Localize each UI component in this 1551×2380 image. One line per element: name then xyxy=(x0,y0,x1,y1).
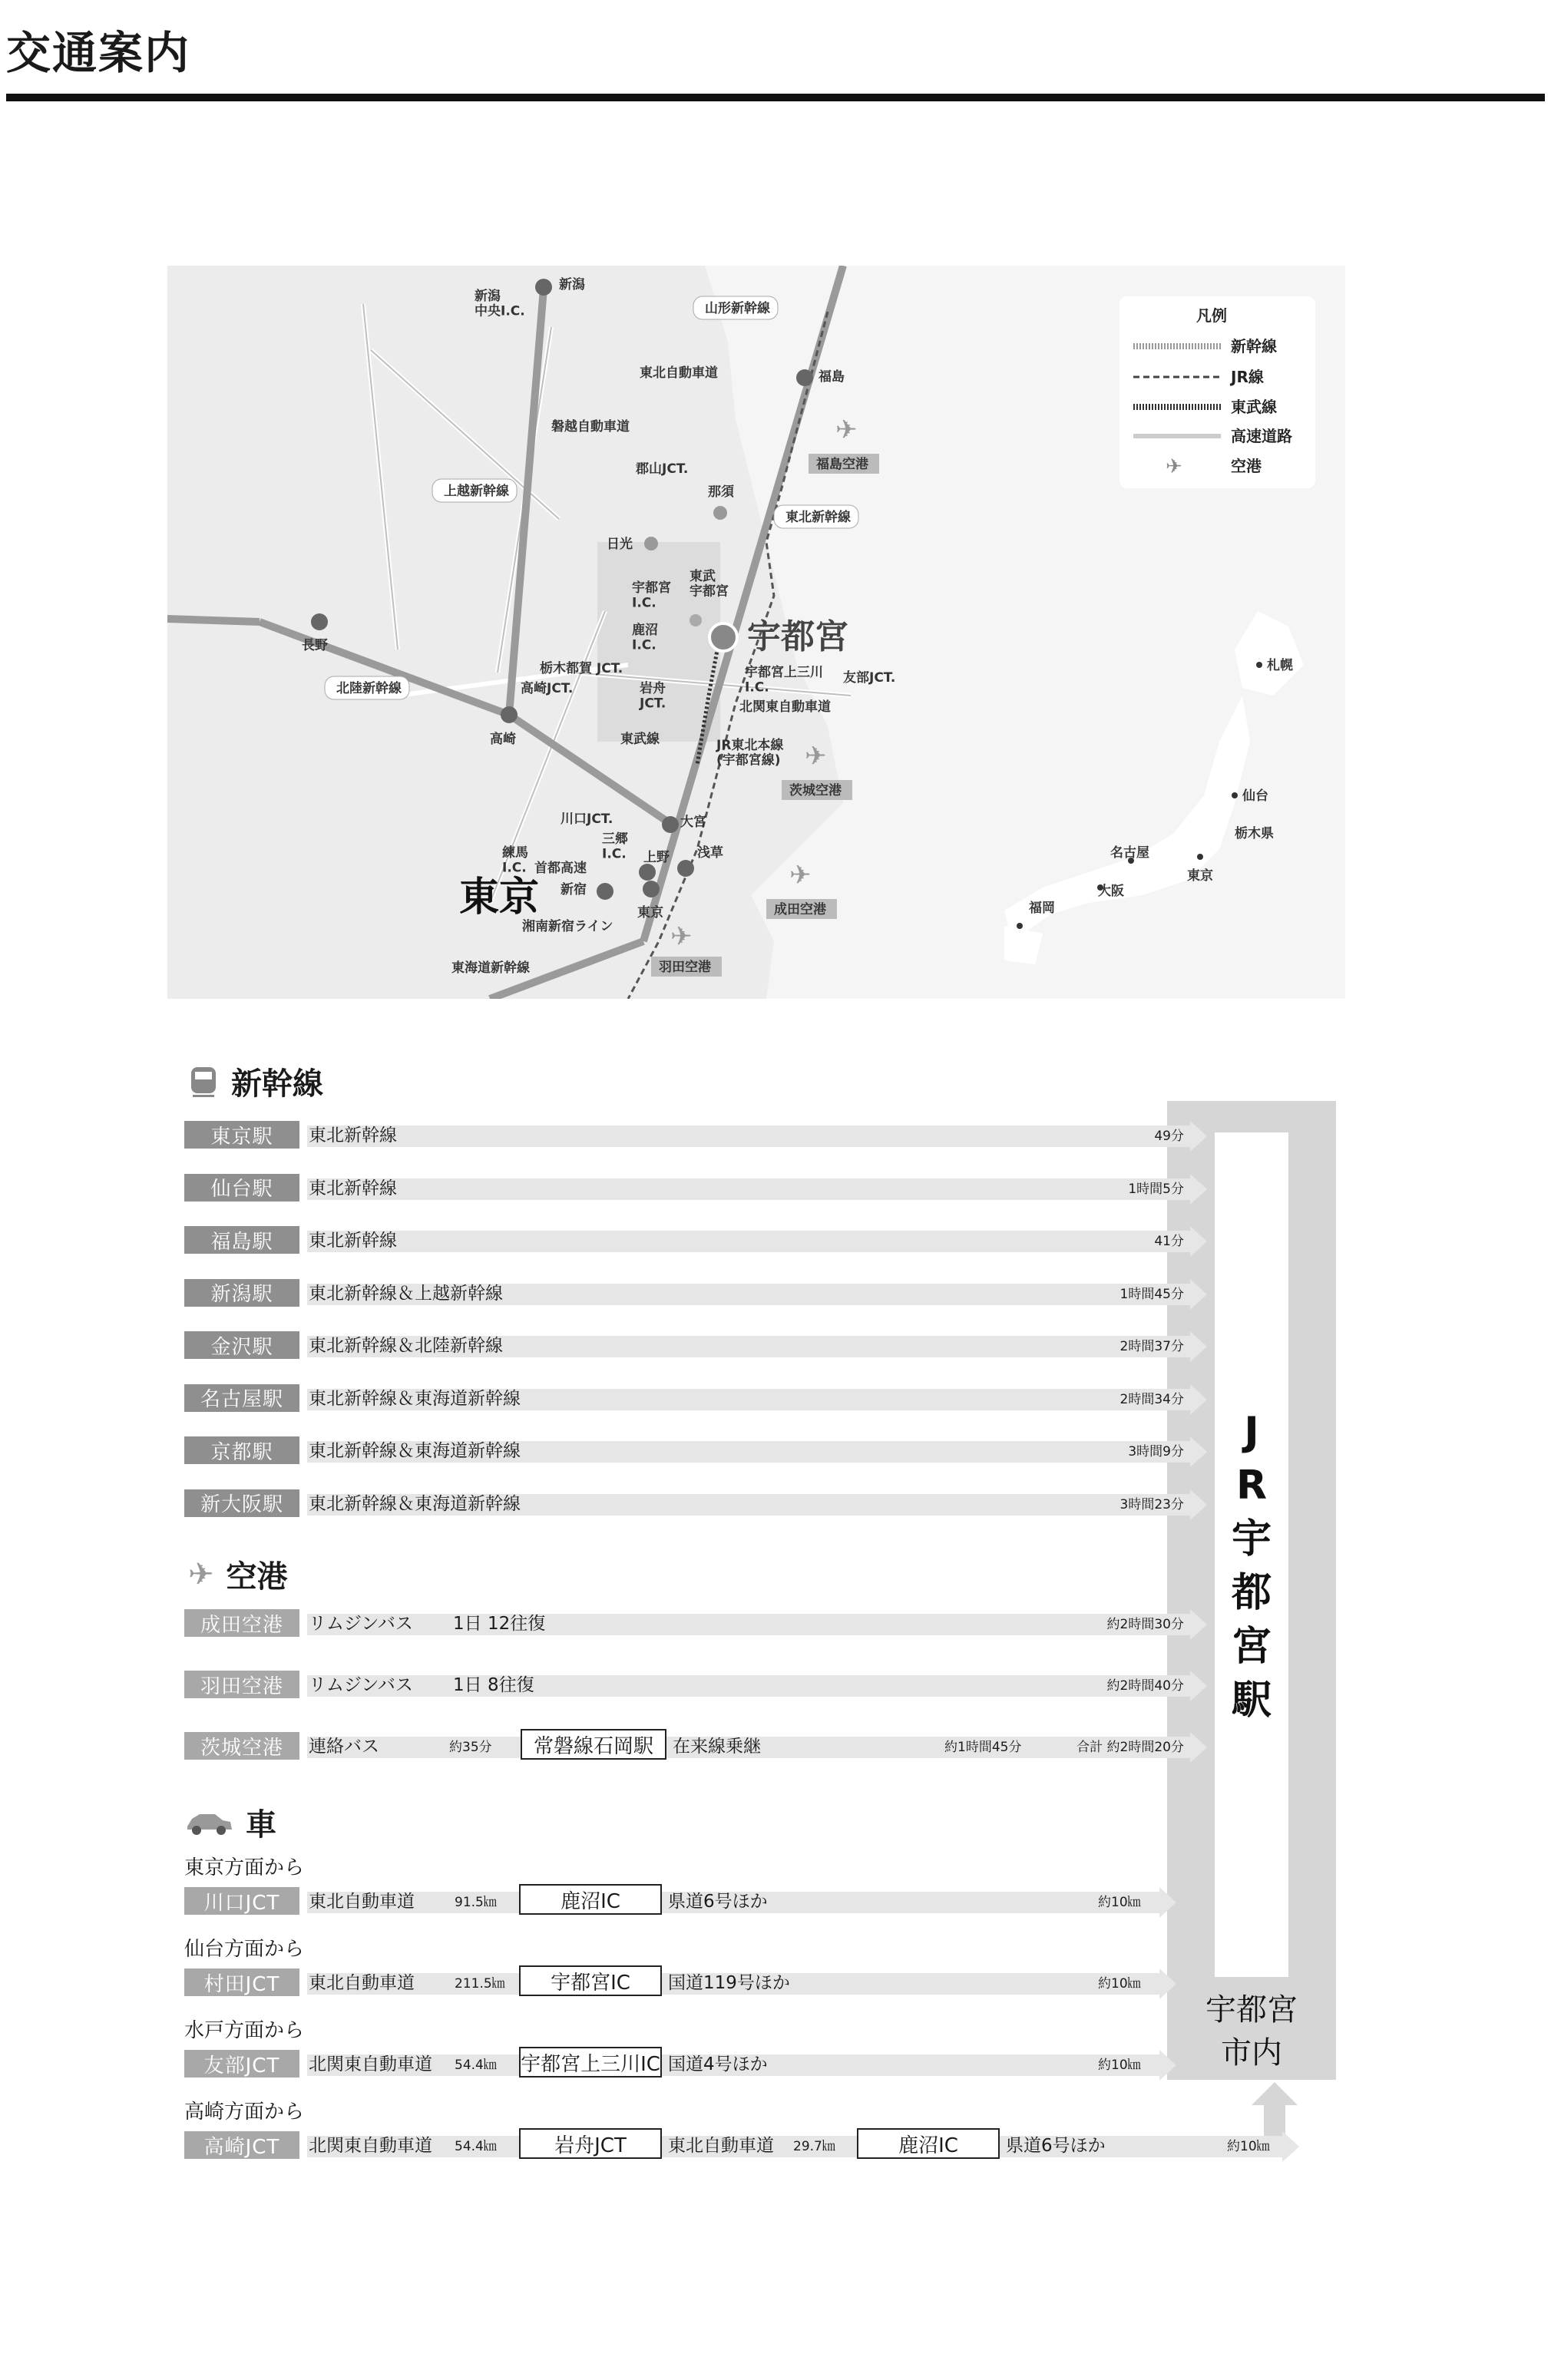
interchange-box: 宇都宮IC xyxy=(519,1965,662,1996)
travel-time: 2時間37分 xyxy=(1119,1339,1184,1354)
shinkansen-row xyxy=(184,1279,1229,1307)
airport-label: 羽田空港 xyxy=(659,960,711,975)
destination-char: 駅 xyxy=(1231,1678,1272,1724)
city-dot-utsunomiya xyxy=(709,623,737,651)
map-city-label: 新宿 xyxy=(561,882,587,897)
station-badge: 新大阪駅 xyxy=(184,1489,299,1517)
airplane-icon: ✈ xyxy=(835,415,858,445)
road-label: 栃木都賀 JCT. xyxy=(540,661,623,676)
road-text: 北関東自動車道 xyxy=(309,2054,432,2074)
interchange-box: 鹿沼IC xyxy=(857,2128,1000,2159)
row-arrow-head xyxy=(1190,1226,1207,1257)
section-title-text: 空港 xyxy=(226,1559,288,1595)
time-text: 約10㎞ xyxy=(1098,1895,1141,1910)
junction-badge: 村田JCT xyxy=(184,1968,299,1996)
road-label: 磐越自動車道 xyxy=(551,419,630,435)
row-arrow-head xyxy=(1190,1121,1207,1152)
line-label: 上越新幹線 xyxy=(444,484,509,499)
japan-label: 仙台 xyxy=(1242,788,1268,804)
road-label: 宇都宮 I.C. xyxy=(632,580,671,611)
airport-badge: 成田空港 xyxy=(184,1609,299,1637)
section-title-text: 車 xyxy=(246,1807,276,1843)
section-title-text: 新幹線 xyxy=(231,1066,323,1102)
station-badge: 福島駅 xyxy=(184,1226,299,1254)
line-label: 北陸新幹線 xyxy=(336,681,402,696)
map-city-label: 新潟 xyxy=(559,277,585,293)
airport-label: 成田空港 xyxy=(774,902,826,917)
station-badge: 金沢駅 xyxy=(184,1331,299,1359)
total-time: 合計 約2時間20分 xyxy=(1076,1740,1184,1755)
line-label: 東海道新幹線 xyxy=(451,960,530,976)
legend-item: 東武線 xyxy=(1231,398,1277,416)
map-city-label: 日光 xyxy=(607,537,633,552)
destination-city-line: 市内 xyxy=(1221,2035,1282,2071)
route-text: 連絡バス xyxy=(309,1737,379,1757)
road-text: 県道6号ほか xyxy=(1006,2136,1106,2156)
route-text: 東北新幹線＆東海道新幹線 xyxy=(309,1493,521,1514)
airport-badge: 羽田空港 xyxy=(184,1671,299,1698)
airplane-icon: ✈ xyxy=(789,860,812,891)
airport-row-ibaraki xyxy=(184,1732,1229,1760)
row-arrow-bar xyxy=(307,1178,1190,1200)
route-text: 東北新幹線 xyxy=(309,1178,397,1198)
airport-label: 茨城空港 xyxy=(789,783,842,798)
row-arrow-head xyxy=(1190,1732,1207,1763)
japan-label: 名古屋 xyxy=(1110,845,1149,861)
row-arrow-head xyxy=(1190,1436,1207,1467)
travel-time: 3時間9分 xyxy=(1128,1444,1184,1459)
row-arrow-head xyxy=(1190,1279,1207,1310)
route-text: 東北新幹線＆東海道新幹線 xyxy=(309,1388,521,1409)
row-arrow-head xyxy=(1282,2131,1299,2162)
shinkansen-row xyxy=(184,1331,1229,1359)
row-arrow-head xyxy=(1190,1174,1207,1205)
japan-label: 福岡 xyxy=(1029,901,1055,916)
car-icon xyxy=(184,1810,233,1836)
destination-char: 宇 xyxy=(1231,1516,1272,1562)
station-badge: 東京駅 xyxy=(184,1121,299,1149)
road-text: 国道4号ほか xyxy=(668,2054,768,2074)
row-arrow-head xyxy=(1190,1384,1207,1415)
shinkansen-row xyxy=(184,1384,1229,1412)
legend-item: JR線 xyxy=(1231,368,1264,386)
travel-time: 49分 xyxy=(1154,1129,1184,1144)
road-text: 県道6号ほか xyxy=(668,1892,768,1912)
travel-time: 約2時間30分 xyxy=(1106,1617,1184,1632)
shinkansen-row xyxy=(184,1226,1229,1254)
airplane-icon: ✈ xyxy=(1166,455,1182,478)
route-text: リムジンバス xyxy=(309,1614,413,1634)
road-text: 東北自動車道 xyxy=(309,1892,415,1912)
route-text: 東北新幹線 xyxy=(309,1126,397,1145)
road-label: 東北自動車道 xyxy=(640,365,718,381)
road-label: 首都高速 xyxy=(534,861,587,876)
map-label-tobu-utsunomiya: 東武宇都宮 xyxy=(690,569,729,600)
route-text: 東北新幹線＆北陸新幹線 xyxy=(309,1336,503,1356)
section-car-title xyxy=(184,1800,276,1844)
route-text: 在来線乗継 xyxy=(673,1737,761,1757)
city-dot-tokyo xyxy=(643,881,660,897)
map-label-tokyo: 東京 xyxy=(459,874,540,921)
city-dot-fukushima xyxy=(796,369,813,386)
city-dot-shinjuku xyxy=(597,883,613,900)
city-dot-omiya xyxy=(662,816,679,833)
city-dot-nikko xyxy=(644,537,658,550)
car-row xyxy=(184,1968,1182,1996)
duration-text: 約35分 xyxy=(449,1740,492,1755)
airport-row xyxy=(184,1671,1229,1698)
car-row xyxy=(184,1887,1182,1915)
distance-text: 54.4㎞ xyxy=(455,2058,497,2073)
route-text: 東北新幹線＆東海道新幹線 xyxy=(309,1441,521,1461)
origin-label: 高崎方面から xyxy=(184,2101,305,2124)
row-arrow-bar xyxy=(307,1231,1190,1252)
row-arrow-head xyxy=(1190,1331,1207,1362)
frequency-text: 1日 8往復 xyxy=(453,1675,534,1695)
airport-label: 福島空港 xyxy=(816,457,868,472)
origin-label: 水戸方面から xyxy=(184,2019,305,2042)
shinkansen-row xyxy=(184,1489,1229,1517)
airplane-icon: ✈ xyxy=(805,741,827,772)
city-dot-asakusa xyxy=(677,860,694,877)
line-label: 東武線 xyxy=(620,732,660,747)
travel-time: 2時間34分 xyxy=(1119,1391,1184,1407)
row-arrow-head xyxy=(1159,2050,1176,2081)
city-dot-niigata xyxy=(535,279,552,296)
travel-time: 約2時間40分 xyxy=(1106,1678,1184,1694)
distance-text: 211.5㎞ xyxy=(455,1976,505,1992)
junction-badge: 友部JCT xyxy=(184,2050,299,2078)
legend-item: 新幹線 xyxy=(1231,337,1277,355)
road-text: 北関東自動車道 xyxy=(309,2136,432,2156)
station-badge: 新潟駅 xyxy=(184,1279,299,1307)
map-city-label: 上野 xyxy=(643,850,670,865)
section-shinkansen-title xyxy=(188,1059,323,1103)
japan-label: 札幌 xyxy=(1267,658,1293,673)
origin-label: 仙台方面から xyxy=(184,1938,305,1961)
road-label: 北関東自動車道 xyxy=(739,699,831,715)
japan-label: 東京 xyxy=(1187,868,1213,884)
city-dot-takasaki xyxy=(501,706,518,723)
road-label: 新潟中央I.C. xyxy=(475,289,525,319)
time-text: 約10㎞ xyxy=(1098,1976,1141,1992)
transfer-station-box: 常磐線石岡駅 xyxy=(521,1729,666,1760)
shinkansen-row xyxy=(184,1121,1229,1149)
road-label: 郡山JCT. xyxy=(636,461,689,477)
legend-item: 高速道路 xyxy=(1231,427,1292,445)
interchange-box: 鹿沼IC xyxy=(519,1884,662,1915)
interchange-box: 宇都宮上三川IC xyxy=(519,2047,662,2078)
map-city-label: 長野 xyxy=(302,638,328,653)
city-dot-ueno xyxy=(639,864,656,881)
row-arrow-head xyxy=(1190,1489,1207,1520)
destination-char: 都 xyxy=(1231,1570,1272,1616)
road-text: 東北自動車道 xyxy=(668,2136,774,2156)
row-arrow-bar xyxy=(307,1675,1190,1697)
map-city-label: 浅草 xyxy=(697,845,723,861)
airplane-icon: ✈ xyxy=(188,1556,214,1592)
map-label-utsunomiya: 宇都宮 xyxy=(747,617,848,656)
access-map xyxy=(167,266,1345,999)
road-label: 練馬 I.C. xyxy=(502,845,528,876)
japan-label: 大阪 xyxy=(1098,884,1124,899)
frequency-text: 1日 12往復 xyxy=(453,1614,546,1634)
city-dot-tobu-utsunomiya xyxy=(690,614,702,626)
shinkansen-row xyxy=(184,1174,1229,1202)
section-airport-title xyxy=(188,1552,288,1596)
airplane-icon: ✈ xyxy=(670,921,693,952)
travel-time: 1時間5分 xyxy=(1128,1181,1184,1197)
legend-item: 空港 xyxy=(1231,457,1262,475)
city-dot-nasu xyxy=(713,506,727,520)
map-city-label: 東京 xyxy=(637,905,663,921)
distance-text: 91.5㎞ xyxy=(455,1895,497,1910)
title-divider xyxy=(6,94,1545,101)
shinkansen-row xyxy=(184,1436,1229,1464)
airport-row xyxy=(184,1609,1229,1637)
route-text: リムジンバス xyxy=(309,1675,413,1695)
line-label: 湘南新宿ライン xyxy=(522,919,613,934)
distance-text: 29.7㎞ xyxy=(793,2139,835,2154)
destination-char: 宮 xyxy=(1231,1624,1272,1670)
map-city-label: 那須 xyxy=(708,484,734,500)
road-label: 鹿沼 I.C. xyxy=(632,623,658,653)
distance-text: 54.4㎞ xyxy=(455,2139,497,2154)
origin-label: 東京方面から xyxy=(184,1856,305,1879)
station-badge: 名古屋駅 xyxy=(184,1384,299,1412)
city-dot-nagano xyxy=(311,613,328,630)
destination-city xyxy=(1167,1988,1336,2074)
road-label: 川口JCT. xyxy=(561,812,613,827)
car-row xyxy=(184,2050,1182,2078)
road-text: 東北自動車道 xyxy=(309,1973,415,1993)
legend-title: 凡例 xyxy=(1196,306,1227,325)
road-label: 三郷 I.C. xyxy=(602,831,628,862)
junction-badge: 高崎JCT xyxy=(184,2131,299,2159)
time-text: 約10㎞ xyxy=(1227,2139,1270,2154)
car-row-takasaki xyxy=(184,2131,1290,2159)
time-text: 約10㎞ xyxy=(1098,2058,1141,2073)
japan-label: 栃木県 xyxy=(1235,826,1274,841)
destination-char: R xyxy=(1235,1463,1268,1509)
row-arrow-bar xyxy=(307,1614,1190,1635)
junction-badge: 川口JCT xyxy=(184,1887,299,1915)
map-city-label: 高崎 xyxy=(490,732,516,747)
page-title: 交通案内 xyxy=(6,27,191,79)
row-arrow-head xyxy=(1159,1968,1176,1999)
row-arrow-bar xyxy=(307,1126,1190,1147)
road-label: 高崎JCT. xyxy=(521,681,574,696)
route-text: 東北新幹線＆上越新幹線 xyxy=(309,1283,503,1304)
train-icon xyxy=(188,1066,219,1098)
airport-badge: 茨城空港 xyxy=(184,1732,299,1760)
map-legend xyxy=(1119,296,1315,488)
line-label: JR東北本線(宇都宮線) xyxy=(716,738,784,769)
travel-time: 3時間23分 xyxy=(1119,1496,1184,1512)
duration-text: 約1時間45分 xyxy=(944,1740,1022,1755)
map-city-label: 大宮 xyxy=(680,815,706,830)
travel-time: 1時間45分 xyxy=(1119,1286,1184,1302)
row-arrow-head xyxy=(1190,1671,1207,1701)
line-label: 山形新幹線 xyxy=(705,301,770,316)
station-badge: 仙台駅 xyxy=(184,1174,299,1202)
route-text: 東北新幹線 xyxy=(309,1231,397,1251)
travel-time: 41分 xyxy=(1154,1234,1184,1249)
road-text: 国道119号ほか xyxy=(668,1973,790,1993)
row-arrow-head xyxy=(1159,1887,1176,1918)
road-label: 宇都宮上三川 I.C. xyxy=(745,665,823,696)
road-label: 岩舟 JCT. xyxy=(640,681,666,712)
destination-city-line: 宇都宮 xyxy=(1205,1992,1298,2028)
destination-char: J xyxy=(1244,1409,1259,1455)
map-city-label: 福島 xyxy=(818,369,845,385)
line-label: 東北新幹線 xyxy=(785,510,851,525)
interchange-box: 岩舟JCT xyxy=(519,2128,662,2159)
road-label: 友部JCT. xyxy=(843,670,896,686)
station-badge: 京都駅 xyxy=(184,1436,299,1464)
row-arrow-head xyxy=(1190,1609,1207,1640)
